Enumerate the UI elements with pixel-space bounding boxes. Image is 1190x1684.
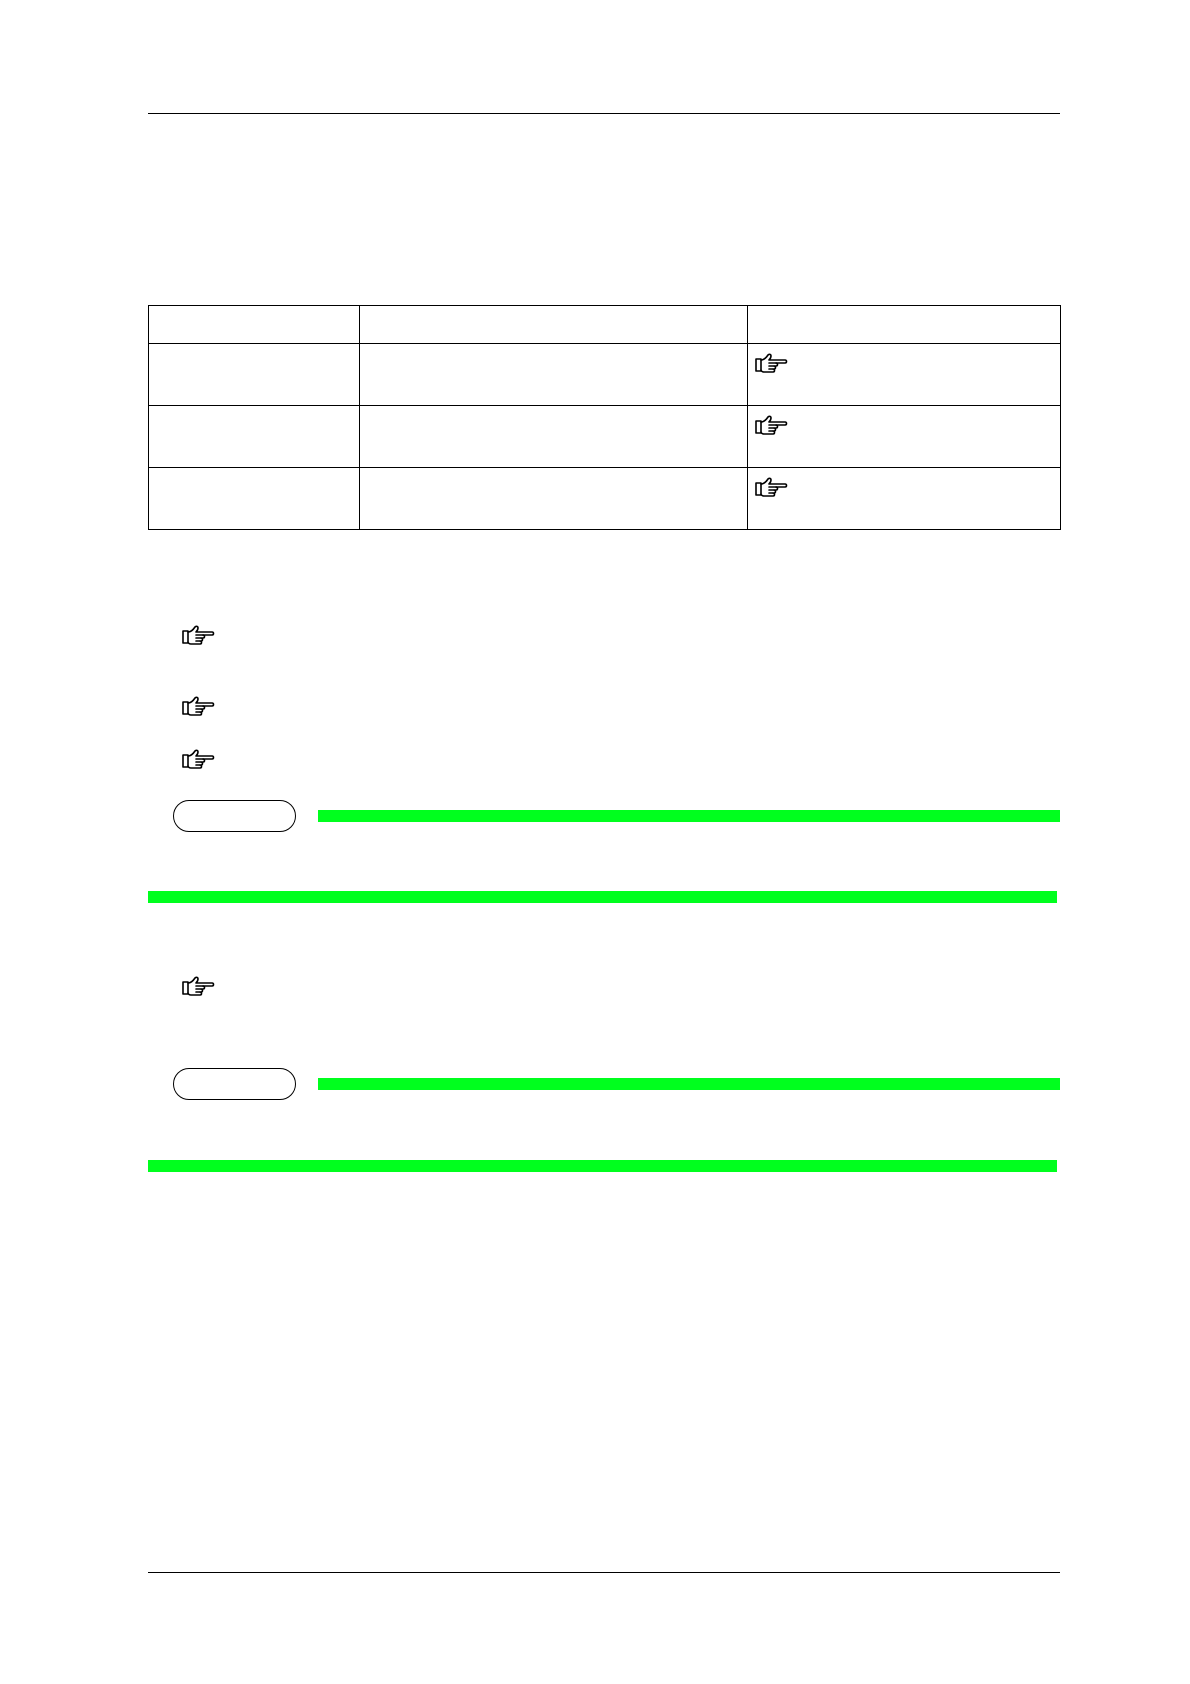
column-header <box>360 306 748 344</box>
note-top-bar <box>318 1078 1060 1090</box>
reference-cell <box>748 468 1061 530</box>
note-bottom-bar <box>148 891 1057 903</box>
header-rule <box>148 113 1060 114</box>
pointing-hand-icon <box>754 352 788 374</box>
table-row <box>149 344 1061 406</box>
pointing-hand-icon <box>754 414 788 436</box>
table-cell <box>360 468 748 530</box>
pointing-hand-icon <box>181 695 215 717</box>
table-cell <box>149 406 360 468</box>
note-label-pill <box>173 1068 296 1100</box>
note-label-pill <box>173 800 296 832</box>
reference-cell <box>748 406 1061 468</box>
column-header <box>748 306 1061 344</box>
pointing-hand-icon <box>181 975 215 997</box>
table-header-row <box>149 306 1061 344</box>
pointing-hand-icon <box>754 476 788 498</box>
pointing-hand-icon <box>181 624 215 646</box>
table-cell <box>149 344 360 406</box>
table-cell <box>360 406 748 468</box>
reference-table <box>148 305 1061 530</box>
note-bottom-bar <box>148 1160 1057 1172</box>
column-header <box>149 306 360 344</box>
footer-rule <box>148 1572 1060 1573</box>
pointing-hand-icon <box>181 748 215 770</box>
reference-cell <box>748 344 1061 406</box>
table-cell <box>149 468 360 530</box>
note-top-bar <box>318 810 1060 822</box>
table-row <box>149 406 1061 468</box>
table-row <box>149 468 1061 530</box>
table-cell <box>360 344 748 406</box>
